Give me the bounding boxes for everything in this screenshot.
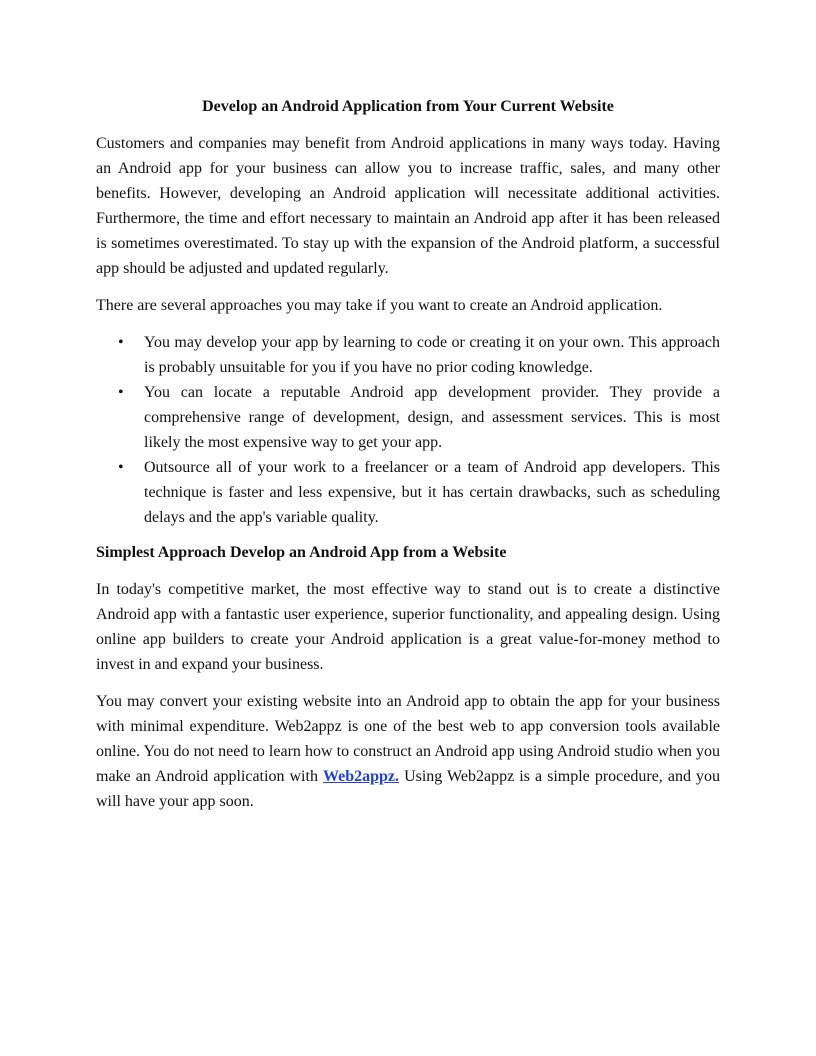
approaches-paragraph: There are several approaches you may take if you want to create an Android application. <box>96 297 663 314</box>
list-item <box>96 455 720 530</box>
list-item-text: You may develop your app by learning to code or creating it on your own. This approach is probably unsuitable for you if you have no prior coding knowledge. <box>144 334 720 376</box>
intro-paragraph: Customers and companies may benefit from Android applications in many ways today. Having an Android app for your business can allow you to increase traffic, sales, and many other benefits. However, developing an Android application will necessitate additional activities. Furthermore, the time and effort necessary to maintain an Android app after it has been released is sometimes overestimated. To stay up with the expansion of the Android platform, a successful app should be adjusted and updated regularly. <box>96 135 720 277</box>
bullet-icon: • <box>118 384 124 401</box>
list-item-text: Outsource all of your work to a freelancer or a team of Android app developers. This technique is faster and less expensive, but it has certain drawbacks, such as scheduling delays and the app's variable quality. <box>144 459 720 526</box>
web2appz-link[interactable]: Web2appz. <box>323 768 400 785</box>
section-paragraph: In today's competitive market, the most effective way to stand out is to create a distinctive Android app with a fantastic user experience, superior functionality, and appealing design. Using online app builders to create your Android application is a great value-for-money method to invest in and expand your business. <box>96 581 720 673</box>
bullet-icon: • <box>118 459 124 476</box>
document-title: Develop an Android Application from Your Current Website <box>202 98 614 115</box>
section-heading: Simplest Approach Develop an Android App from a Website <box>96 544 507 561</box>
approaches-list <box>96 330 720 530</box>
conversion-text-end: Using Web2appz is a simple procedure, and you will have your app soon. <box>96 768 721 810</box>
list-item <box>96 380 720 455</box>
list-item-text: You can locate a reputable Android app development provider. They provide a comprehensive range of development, design, and assessment services. This is most likely the most expensive way to get your app. <box>144 384 720 451</box>
list-item <box>96 330 720 380</box>
document-body <box>96 94 720 826</box>
conversion-text-start: You may convert your existing website into an Android app to obtain the app for your business with minimal expenditure. Web2appz is one of the best web to app conversion tools available online. You do not need to learn how to construct an Android app using Android studio when you make an Android application with <box>96 693 720 785</box>
conversion-paragraph <box>96 689 720 814</box>
bullet-icon: • <box>118 334 124 351</box>
